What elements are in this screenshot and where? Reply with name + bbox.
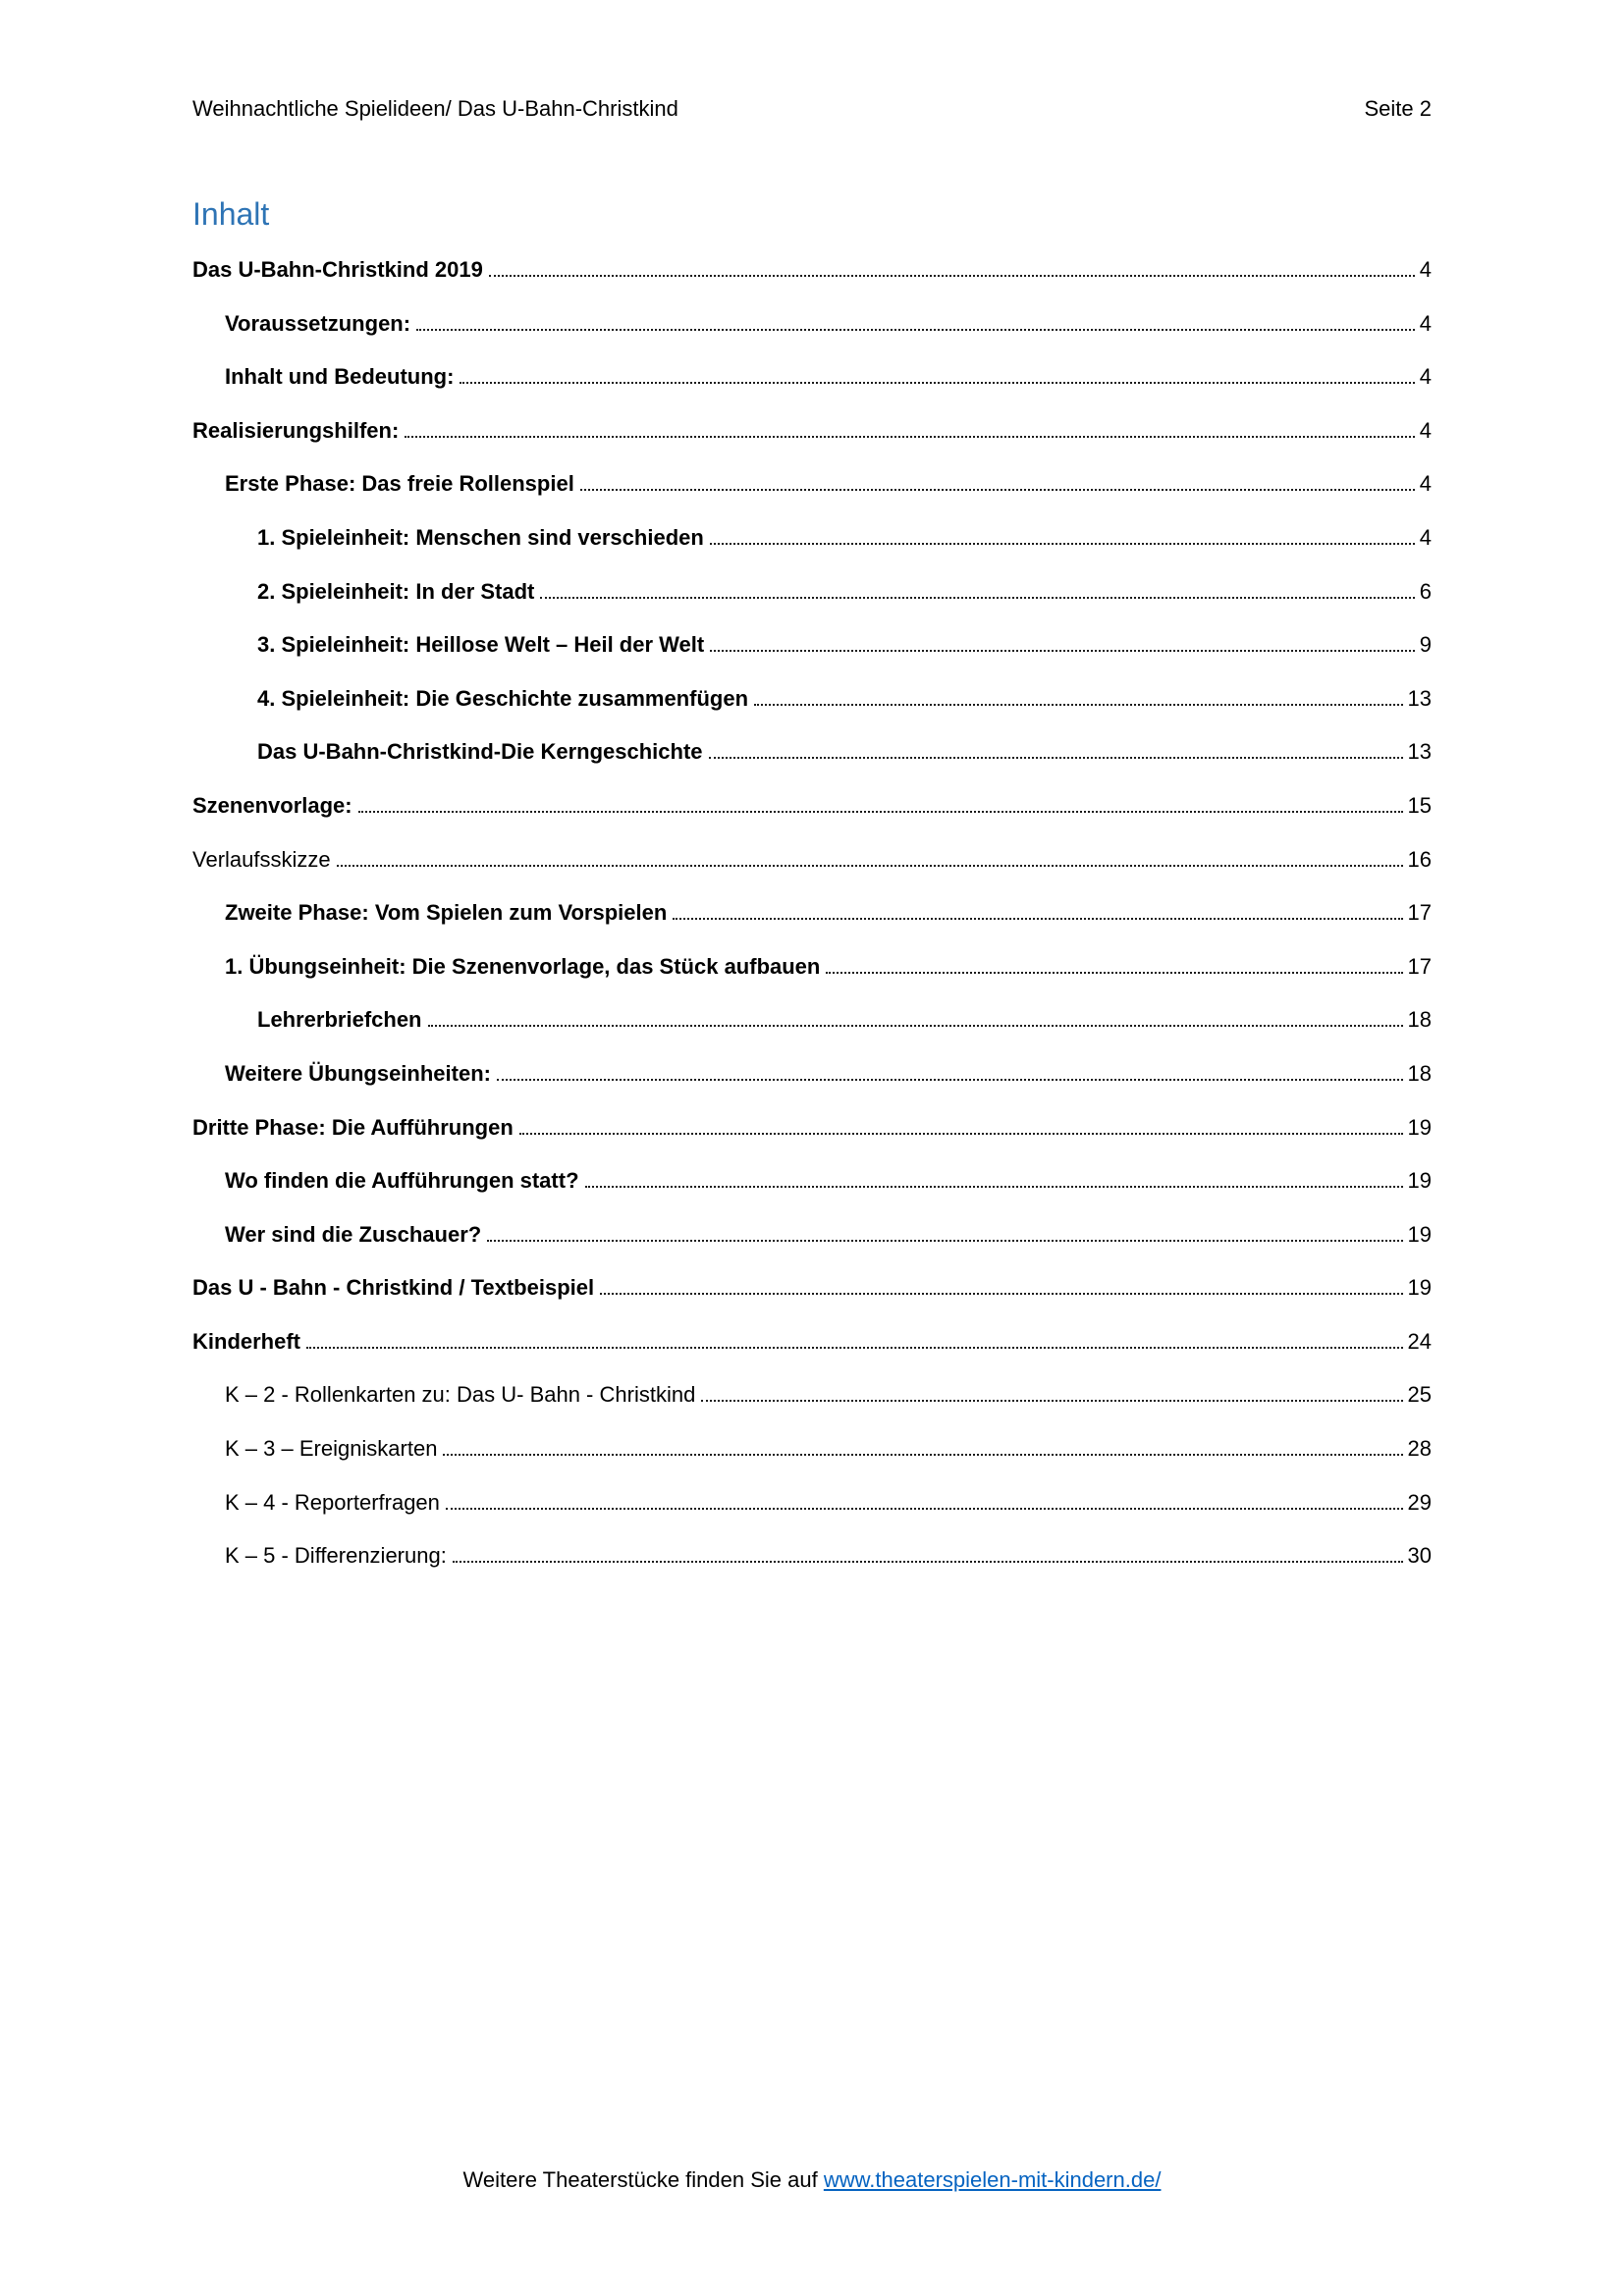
toc-entry[interactable] — [192, 404, 1432, 458]
page-footer — [192, 2165, 1432, 2195]
toc-dot-leader — [710, 648, 1415, 652]
toc-entry[interactable] — [192, 1422, 1432, 1476]
toc-entry-label: Erste Phase: Das freie Rollenspiel — [225, 471, 574, 497]
toc-dot-leader — [443, 1452, 1402, 1456]
toc-entry-label: K – 3 – Ereigniskarten — [225, 1436, 438, 1462]
toc-entry-label: Zweite Phase: Vom Spielen zum Vorspielen — [225, 900, 668, 926]
toc-dot-leader — [306, 1345, 1403, 1349]
toc-page-number: 16 — [1407, 846, 1432, 872]
toc-entry-label: Dritte Phase: Die Aufführungen — [192, 1114, 514, 1140]
toc-entry-label: K – 5 - Differenzierung: — [225, 1543, 447, 1569]
toc-entry-label: 2. Spieleinheit: In der Stadt — [257, 578, 535, 604]
toc-dot-leader — [460, 380, 1414, 384]
toc-page-number: 15 — [1407, 792, 1432, 818]
toc-dot-leader — [710, 541, 1415, 545]
toc-entry-label: Verlaufsskizze — [192, 846, 331, 872]
toc-entry[interactable] — [192, 725, 1432, 779]
toc-entry-label: Szenenvorlage: — [192, 792, 352, 818]
toc-entry[interactable] — [192, 1101, 1432, 1155]
toc-entry[interactable] — [192, 779, 1432, 833]
toc-entry[interactable] — [192, 1154, 1432, 1208]
toc-entry-label: Das U-Bahn-Christkind 2019 — [192, 257, 483, 282]
toc-entry-label: Kinderheft — [192, 1328, 300, 1354]
toc-entry[interactable] — [192, 457, 1432, 511]
toc-page-number: 4 — [1419, 471, 1432, 497]
toc-page-number: 17 — [1407, 900, 1432, 926]
toc-dot-leader — [754, 702, 1402, 706]
toc-page-number: 30 — [1407, 1543, 1432, 1569]
toc-dot-leader — [453, 1559, 1403, 1563]
toc-entry-label: Lehrerbriefchen — [257, 1007, 422, 1033]
toc-entry-label: Wer sind die Zuschauer? — [225, 1221, 482, 1247]
toc-dot-leader — [428, 1023, 1403, 1027]
page-header — [192, 94, 1432, 124]
footer-website-link[interactable]: www.theaterspielen-mit-kindern.de/ — [823, 2167, 1162, 2192]
toc-page-number: 29 — [1407, 1489, 1432, 1515]
toc-entry[interactable] — [192, 1476, 1432, 1530]
toc-page-number: 18 — [1407, 1007, 1432, 1033]
toc-entry[interactable] — [192, 243, 1432, 297]
toc-entry-label: K – 4 - Reporterfragen — [225, 1489, 440, 1515]
toc-entry[interactable] — [192, 833, 1432, 887]
toc-page-number: 4 — [1419, 524, 1432, 550]
toc-entry[interactable] — [192, 993, 1432, 1047]
footer-text: Weitere Theaterstücke finden Sie auf — [462, 2167, 824, 2192]
toc-page-number: 13 — [1407, 739, 1432, 765]
toc-entry[interactable] — [192, 1208, 1432, 1262]
toc-dot-leader — [600, 1291, 1402, 1295]
toc-page-number: 9 — [1419, 632, 1432, 658]
toc-page-number: 4 — [1419, 310, 1432, 336]
toc-page-number: 28 — [1407, 1436, 1432, 1462]
toc-list — [192, 243, 1432, 1583]
toc-dot-leader — [497, 1077, 1403, 1081]
toc-entry-label: Inhalt und Bedeutung: — [225, 364, 455, 390]
toc-entry-label: Das U-Bahn-Christkind-Die Kerngeschichte — [257, 739, 703, 765]
toc-page-number: 4 — [1419, 257, 1432, 282]
toc-page-number: 6 — [1419, 578, 1432, 604]
toc-entry-label: 1. Übungseinheit: Die Szenenvorlage, das Stück aufbauen — [225, 953, 821, 979]
toc-page-number: 17 — [1407, 953, 1432, 979]
toc-entry-label: Das U - Bahn - Christkind / Textbeispiel — [192, 1275, 595, 1301]
toc-page-number: 13 — [1407, 685, 1432, 711]
toc-page-number: 25 — [1407, 1382, 1432, 1408]
toc-entry[interactable] — [192, 618, 1432, 672]
header-document-title: Weihnachtliche Spielideen/ Das U-Bahn-Christkind — [192, 96, 678, 121]
toc-entry[interactable] — [192, 672, 1432, 726]
toc-dot-leader — [701, 1398, 1402, 1402]
toc-dot-leader — [540, 595, 1414, 599]
toc-page-number: 19 — [1407, 1168, 1432, 1194]
toc-dot-leader — [826, 970, 1402, 974]
toc-page-number: 4 — [1419, 417, 1432, 443]
toc-dot-leader — [489, 273, 1415, 277]
toc-entry-label: 3. Spieleinheit: Heillose Welt – Heil der Welt — [257, 632, 705, 658]
toc-entry[interactable] — [192, 1315, 1432, 1369]
toc-entry[interactable] — [192, 1529, 1432, 1583]
toc-dot-leader — [405, 434, 1414, 438]
toc-entry[interactable] — [192, 297, 1432, 351]
toc-entry[interactable] — [192, 1368, 1432, 1422]
toc-page-number: 19 — [1407, 1114, 1432, 1140]
toc-page-number: 18 — [1407, 1060, 1432, 1086]
toc-entry-label: 1. Spieleinheit: Menschen sind verschieden — [257, 524, 704, 550]
toc-entry[interactable] — [192, 1261, 1432, 1315]
toc-page-number: 24 — [1407, 1328, 1432, 1354]
toc-dot-leader — [709, 755, 1403, 759]
toc-page-number: 19 — [1407, 1221, 1432, 1247]
toc-entry-label: Weitere Übungseinheiten: — [225, 1060, 491, 1086]
toc-page-number: 4 — [1419, 364, 1432, 390]
toc-entry[interactable] — [192, 511, 1432, 565]
toc-dot-leader — [358, 809, 1403, 813]
toc-heading: Inhalt — [192, 196, 270, 232]
toc-entry[interactable] — [192, 1047, 1432, 1101]
toc-dot-leader — [585, 1184, 1403, 1188]
toc-entry[interactable] — [192, 940, 1432, 994]
toc-entry-label: Voraussetzungen: — [225, 310, 411, 336]
toc-entry-label: Wo finden die Aufführungen statt? — [225, 1168, 579, 1194]
header-page-number: Seite 2 — [1364, 96, 1432, 121]
toc-entry-label: 4. Spieleinheit: Die Geschichte zusammenfügen — [257, 685, 749, 711]
toc-dot-leader — [446, 1506, 1403, 1510]
toc-dot-leader — [580, 487, 1415, 491]
toc-dot-leader — [337, 863, 1403, 867]
toc-entry[interactable] — [192, 350, 1432, 404]
toc-entry[interactable] — [192, 886, 1432, 940]
toc-dot-leader — [519, 1131, 1403, 1135]
toc-entry[interactable] — [192, 565, 1432, 619]
toc-page-number: 19 — [1407, 1275, 1432, 1301]
toc-entry-label: K – 2 - Rollenkarten zu: Das U- Bahn - Christkind — [225, 1382, 696, 1408]
toc-dot-leader — [416, 327, 1415, 331]
toc-dot-leader — [673, 916, 1402, 920]
toc-entry-label: Realisierungshilfen: — [192, 417, 400, 443]
toc-dot-leader — [487, 1238, 1402, 1242]
